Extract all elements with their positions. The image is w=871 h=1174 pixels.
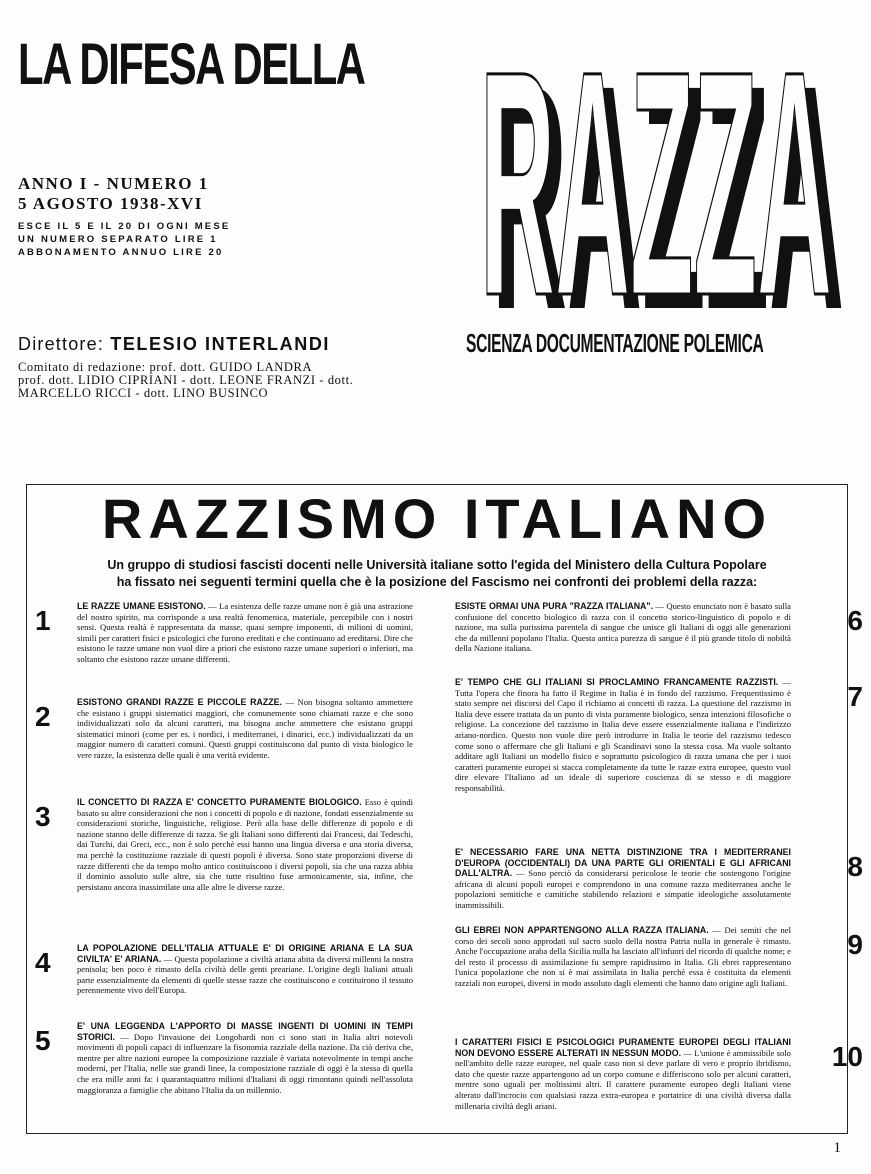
point-10 <box>453 1037 863 1111</box>
issue-frequency: ESCE IL 5 E IL 20 DI OGNI MESE <box>18 221 231 232</box>
point-heading: ESISTE ORMAI UNA PURA "RAZZA ITALIANA". <box>455 601 654 611</box>
page-number: 1 <box>833 1140 841 1156</box>
point-3 <box>35 797 413 892</box>
point-body: — Tutta l'opera che finora ha fatto il Regime in Italia è in fondo del razzismo. Frequentissimo è stato sempre nei discorsi del Capo il richiamo ai concetti di razza. La questione del razzismo in Italia deve essere trattata da un punto di vista puramente biologico, senza intenzioni filosofiche o religiose. La concezione del razzismo in Italia deve essere essenzialmente italiana e l'indirizzo ariano-nordico. Questo non vuole dire però introdurre in Italia le teorie del razzismo tedesco come sono o affermare che gli Italiani e gli Scandinavi sono la stessa cosa. Ma vuole soltanto additare agli Italiani un modello fisico e soprattutto psicologico di razza umana che per i suoi caratteri puramente europei si stacca completamente da tutte le razze extra europee, questo vuol dire elevare l'Italiano ad un ideale di superiore coscienza di se stesso e di maggiore responsabilità. <box>455 677 791 793</box>
director-name: TELESIO INTERLANDI <box>110 334 331 354</box>
point-text <box>77 943 413 996</box>
point-heading: E' TEMPO CHE GLI ITALIANI SI PROCLAMINO FRANCAMENTE RAZZISTI. <box>455 677 779 687</box>
point-4 <box>35 943 414 996</box>
point-9 <box>453 925 863 989</box>
point-body: Esso è quindi basato su altre considerazioni che non i concetti di popolo e di nazione, fondati essenzialmente su considerazioni storiche, linguistiche, religiose. Però alla base delle differenze di popolo e di nazione stanno delle differenze di razza. Se gli Italiani sono differenti dai Francesi, dai Tedeschi, dai Turchi, dai Greci, ecc., non è solo perchè essi hanno una lingua diversa e una storia diversa, ma perchè la costituzione razziale di questi popoli è diversa. Sono state proporzioni diverse di razze differenti che da tempo molto antico costituiscono i diversi popoli, sia che una razza abbia il dominio assoluto sulle altre, sia che tutte risultino fuse armonicamente, sia, infine, che persistano ancora inassimilate una alle altre le diverse razze. <box>77 797 413 892</box>
point-text <box>455 925 791 989</box>
svg-text:RAZZA: RAZZA <box>480 36 832 326</box>
point-heading: E' NECESSARIO FARE UNA NETTA DISTINZIONE TRA I MEDITERRANEI D'EUROPA (OCCIDENTALI) DA UNA PARTE GLI ORIENTALI E GLI AFRICANI DALL'ALTRA. <box>455 847 791 879</box>
point-body: — Questa popolazione a civiltà ariana abita da diversi millenni la nostra penisola; ben poco è rimasto della civiltà delle genti preariane. L'origine degli Italiani attuali parte essenzialmente da elementi di quelle stesse razze che costituiscono e costituirono il tessuto perennemente vivo dell'Europa. <box>77 953 414 996</box>
point-text <box>77 797 413 892</box>
masthead-left <box>18 32 448 400</box>
point-body: — Non bisogna soltanto ammettere che esistano i gruppi sistematici maggiori, che comunemente sono chiamati razze e che sono individualizzati solo da alcuni caratteri, ma bisogna anche ammettere che esistano gruppi sistematici minori (come per es. i nordici, i mediterranei, i dinarici, ecc.) individualizzati da un maggior numero di caratteri comuni. Questi gruppi costituiscono dal punto di vista biologico le vere razze, la esistenza delle quali è una verità evidente. <box>77 697 413 760</box>
point-number: 5 <box>35 1025 51 1056</box>
point-heading: GLI EBREI NON APPARTENGONO ALLA RAZZA ITALIANA. <box>455 925 709 935</box>
point-body: — Sono perciò da considerarsi pericolose le teorie che sostengono l'origine africana di alcuni popoli europei e comprendono in una comune razza mediterranea anche le popolazioni semitiche e camitiche stabilendo relazioni e simpatie ideologiche assolutamente inammissibili. <box>455 868 791 910</box>
point-body: — La esistenza delle razze umane non è già una astrazione del nostro spirito, ma corrisponde a una realtà fenomenica, materiale, percepibile con i nostri sensi. Questa realtà è rappresentata da masse, quasi sempre imponenti, di milioni di uomini, simili per caratteri fisici e psicologici che furono ereditati e che continuano ad ereditarsi. Dire che esistono le razze umane non vuol dire a priori che esistono razze umane superiori o inferiori, ma soltanto che esistono razze umane differenti. <box>77 601 413 664</box>
point-1 <box>35 601 413 665</box>
point-number: 8 <box>847 851 863 882</box>
svg-text:RAZZA: RAZZA <box>492 36 844 326</box>
article-box <box>26 484 863 1134</box>
masthead-title: LA DIFESA DELLA <box>18 32 365 97</box>
point-text <box>77 697 413 761</box>
point-body: — Dopo l'invasione dei Longobardi non ci sono stati in Italia altri notevoli movimenti di popoli capaci di influenzare la fisonomia razziale della nazione. Da ciò deriva che, mentre per altre nazioni europee la composizione razziale è variata notevolmente in tempi anche moderni, per l'Italia, nelle sue grandi linee, la composizione razziale di oggi è la stessa di quella che era mille anni fa: i quarantaquattro milioni d'Italiani di oggi rimontano quindi nell'assoluta maggioranza a famiglie che abitano l'Italia da un millennio. <box>77 1031 413 1095</box>
point-body: — L'unione è ammissibile solo nell'ambito delle razze europee, nel quale caso non si deve parlare di vero e proprio ibridismo, dato che queste razze appartengono ad un corpo comune e differiscono solo per alcuni caratteri, mentre sono uguali per moltissimi altri. Il carattere puramente europeo degli Italiani viene alterato dall'incrocio con qualsiasi razza extra-europea e portatrice di una civiltà diversa dalla millenaria civiltà degli ariani. <box>455 1047 791 1111</box>
point-2 <box>35 697 413 761</box>
point-number: 6 <box>847 605 863 636</box>
intro-line-2: ha fissato nei seguenti termini quella che è la posizione del Fascismo nei confronti dei problemi della razza: <box>116 575 758 589</box>
point-body: — Dei semiti che nel corso dei secoli sono approdati sul sacro suolo della nostra Patria nulla in generale è rimasto. Anche l'occupazione araba della Sicilia nulla ha lasciato all'infuori del ricordo di qualche nome; e del resto il processo di assimilazione fu sempre rapidissimo in Italia. Gli ebrei rappresentano l'unica popolazione che non si è mai assimilata in Italia perchè essa è costituita da elementi razziali non europei, diversi in modo assoluto dagli elementi che hanno dato origine agli Italiani. <box>455 925 791 988</box>
point-text <box>455 601 791 654</box>
point-text <box>455 847 791 911</box>
point-heading: E' UNA LEGGENDA L'APPORTO DI MASSE INGENTI DI UOMINI IN TEMPI STORICI. <box>77 1021 413 1042</box>
point-body: — Questo enunciato non è basato sulla confusione del concetto biologico di razza con il concetto storico-linguistico di popolo e di nazione, ma sulla purissima parentela di sangue che unisce gli Italiani di oggi alle generazioni che da millenni popolano l'Italia. Questa antica purezza di sangue è il più grande titolo di nobiltà della Nazione italiana. <box>455 601 791 654</box>
article-title: RAZZISMO ITALIANO <box>101 487 773 550</box>
point-number: 7 <box>847 681 863 712</box>
committee-line-3: MARCELLO RICCI - dott. LINO BUSINCO <box>18 386 269 400</box>
point-6 <box>453 601 863 654</box>
point-number: 4 <box>35 947 51 978</box>
article-intro <box>57 557 817 591</box>
point-text <box>77 601 413 665</box>
point-number: 1 <box>35 605 51 636</box>
point-number: 9 <box>847 929 863 960</box>
committee-line-1: Comitato di redazione: prof. dott. GUIDO LANDRA <box>18 360 313 374</box>
razza-logo <box>468 36 848 326</box>
point-heading: ESISTONO GRANDI RAZZE E PICCOLE RAZZE. <box>77 697 282 707</box>
masthead-subtitle: SCIENZA DOCUMENTAZIONE POLEMICA <box>466 328 764 358</box>
committee-line-2: prof. dott. LIDIO CIPRIANI - dott. LEONE FRANZI - dott. <box>18 373 354 387</box>
issue-info <box>18 174 230 259</box>
point-number: 2 <box>35 701 51 732</box>
point-heading: IL CONCETTO DI RAZZA E' CONCETTO PURAMENTE BIOLOGICO. <box>77 797 362 807</box>
issue-number: ANNO I - NUMERO 1 <box>18 174 209 193</box>
point-7 <box>453 677 863 794</box>
issue-date: 5 AGOSTO 1938-XVI <box>18 194 203 213</box>
issue-subscription: ABBONAMENTO ANNUO LIRE 20 <box>18 247 224 258</box>
point-text <box>455 1037 791 1111</box>
issue-price: UN NUMERO SEPARATO LIRE 1 <box>18 234 218 245</box>
logo-face <box>480 36 832 326</box>
point-text <box>77 1021 413 1095</box>
intro-line-1: Un gruppo di studiosi fascisti docenti nelle Università italiane sotto l'egida del Ministero della Cultura Popolare <box>107 558 767 572</box>
point-text <box>455 677 791 794</box>
point-heading: LA POPOLAZIONE DELL'ITALIA ATTUALE E' DI ORIGINE ARIANA E LA SUA CIVILTA' E' ARIANA. <box>77 943 413 964</box>
point-number: 10 <box>831 1041 863 1072</box>
point-8 <box>453 847 863 911</box>
director-label: Direttore: <box>18 334 105 354</box>
staff-credits <box>18 334 448 400</box>
point-number: 3 <box>35 801 51 832</box>
point-5 <box>35 1021 413 1095</box>
point-heading: LE RAZZE UMANE ESISTONO. <box>77 601 206 611</box>
point-heading: I CARATTERI FISICI E PSICOLOGICI PURAMENTE EUROPEI DEGLI ITALIANI NON DEVONO ESSERE ALTERATI IN NESSUN MODO. <box>455 1037 791 1058</box>
director-line <box>18 334 448 355</box>
